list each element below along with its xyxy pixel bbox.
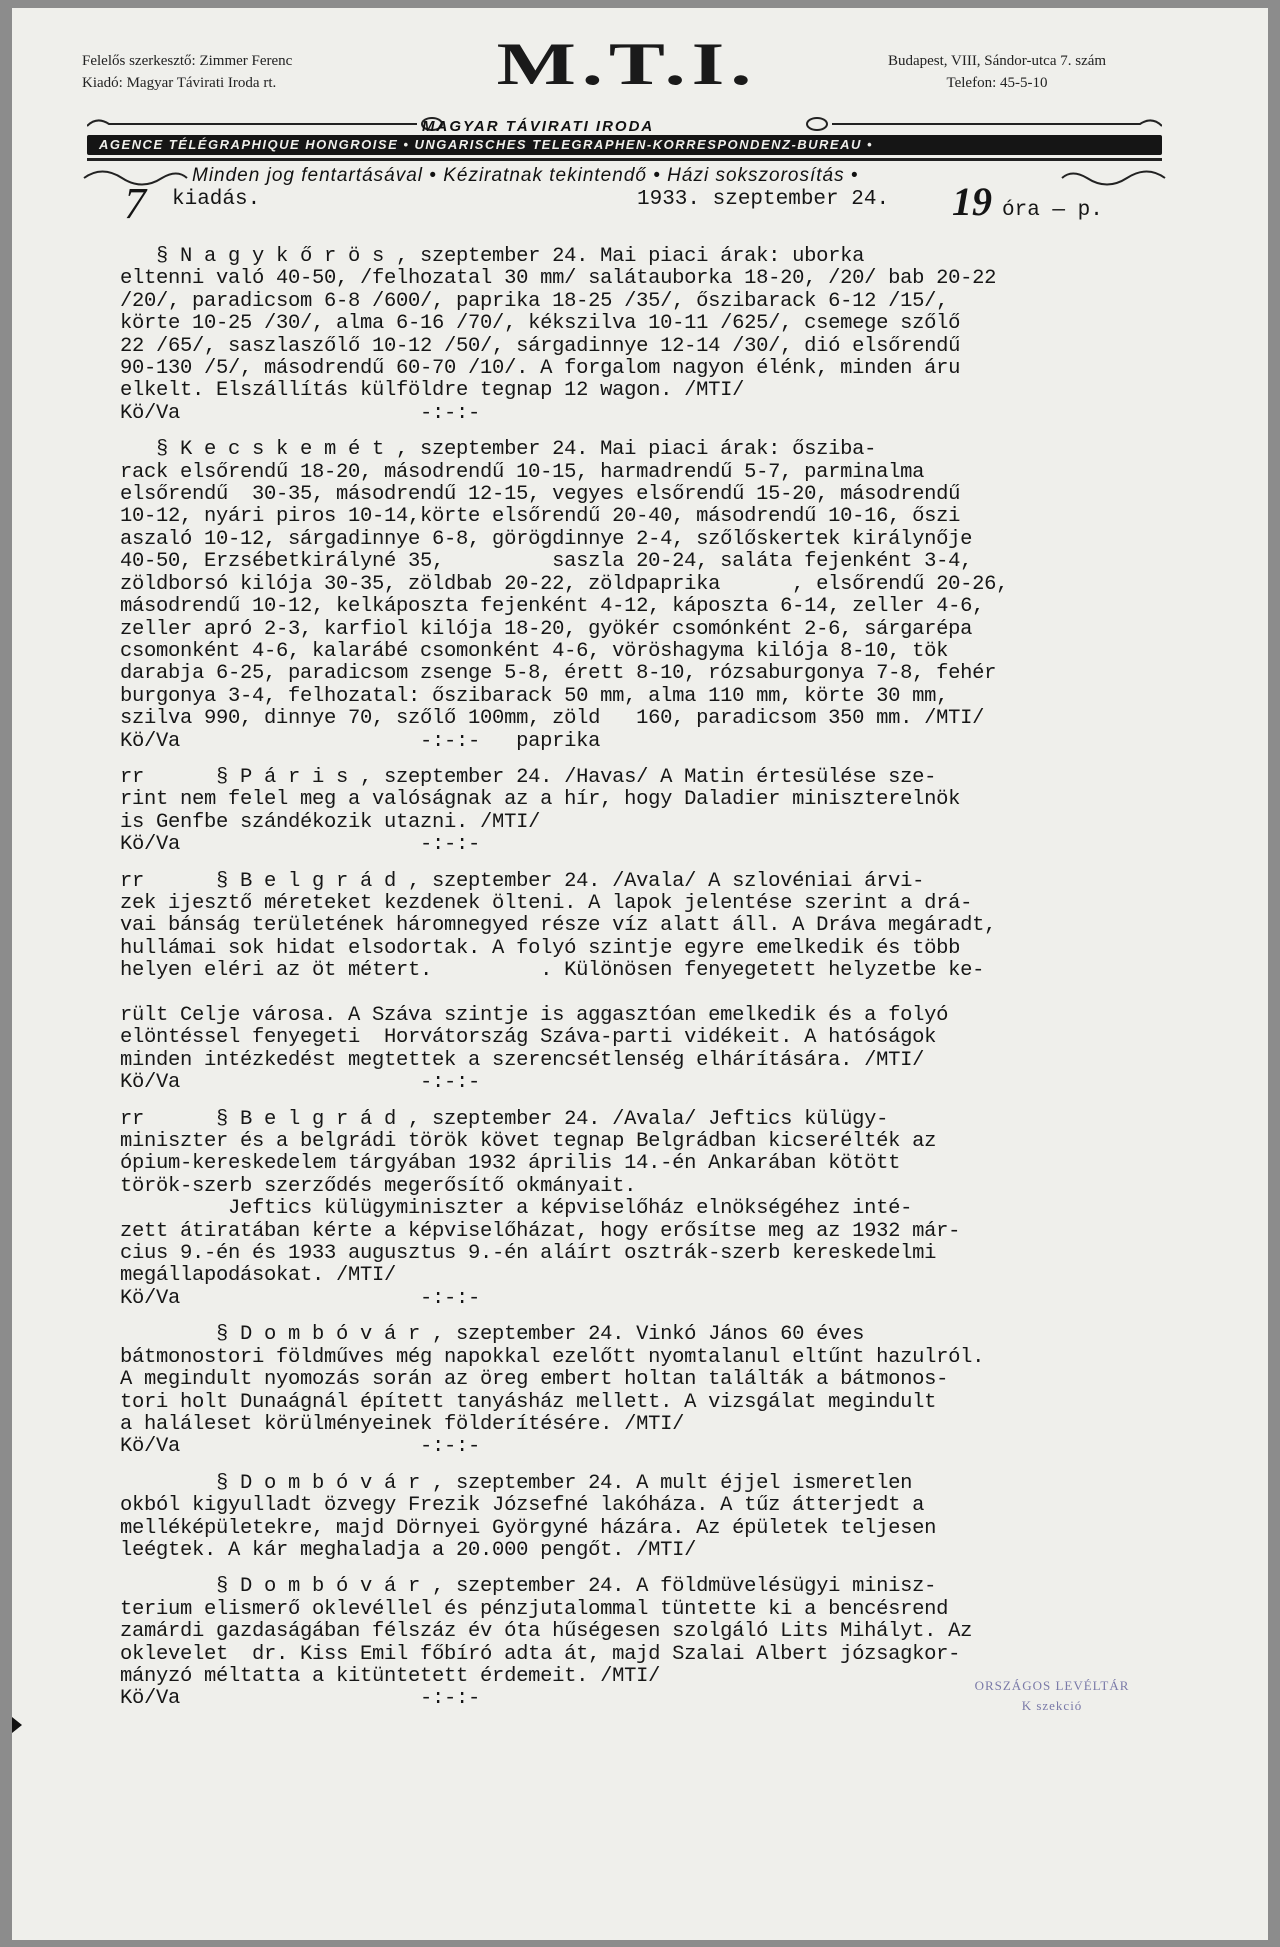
news-line: zek ijesztő méreteket kezdenek ölteni. A lapok jelentése szerint a drá- xyxy=(120,891,973,915)
mti-logo: M.T.I. xyxy=(496,30,758,98)
masthead-left xyxy=(82,50,292,94)
news-line: darabja 6-25, paradicsom zsenge 5-8, érett 8-10, rózsaburgonya 7-8, fehér xyxy=(120,662,997,686)
news-line: minden intézkedést megtettek a szerencsétlenség elhárítására. /MTI/ xyxy=(120,1048,925,1072)
news-line: rint nem felel meg a valóságnak az a hír, hogy Daladier miniszterelnök xyxy=(120,788,961,812)
news-line: 40-50, Erzsébetkirályné 35, saszla 20-24, saláta fejenként 3-4, xyxy=(120,550,973,574)
news-line: Kö/Va -:-:- xyxy=(120,1687,481,1711)
edition-hour-suffix: óra — p. xyxy=(1002,199,1103,222)
stamp-line-2: K szekció xyxy=(1021,1698,1083,1713)
news-line: török-szerb szerződés megerősítő okmányait. xyxy=(120,1174,637,1198)
news-line: helyen eléri az öt métert. . Különösen fenyegetett helyzetbe ke- xyxy=(120,959,985,983)
news-line: rr § B e l g r á d , szeptember 24. /Avala/ A szlovéniai árvi- xyxy=(120,869,925,893)
news-item xyxy=(120,439,1180,753)
news-line: körte 10-25 /30/, alma 6-16 /70/, kékszilva 10-11 /625/, csemege szőlő xyxy=(120,312,961,336)
news-line: miniszter és a belgrádi török követ tegnap Belgrádban kicserélték az xyxy=(120,1130,937,1154)
news-line: burgonya 3-4, felhozatal: őszibarack 50 mm, alma 110 mm, körte 30 mm, xyxy=(120,684,949,708)
news-line: a haláleset körülményeinek földerítésére. /MTI/ xyxy=(120,1412,685,1436)
news-line: vai bánság területének háromnegyed része víz alatt áll. A Dráva megáradt, xyxy=(120,914,997,938)
news-line: Kö/Va -:-:- xyxy=(120,1435,481,1459)
header-rule xyxy=(87,158,1162,161)
news-line: melléképületekre, majd Dörnyei Györgyné házára. Az épületek teljesen xyxy=(120,1516,937,1540)
news-item xyxy=(120,1109,1180,1311)
news-line: § D o m b ó v á r , szeptember 24. A földmüvelésügyi minisz- xyxy=(120,1575,937,1599)
edition-hour-number: 19 xyxy=(952,179,992,224)
news-line: zamárdi gazdaságában félszáz év óta hűségesen szolgáló Lits Mihályt. Az xyxy=(120,1620,973,1644)
edition-number: 7 xyxy=(124,179,146,228)
news-line: aszaló 10-12, sárgadinnye 6-8, görögdinnye 2-4, szőlőskertek királynője xyxy=(120,527,973,551)
news-line xyxy=(120,983,1180,1005)
news-line: bátmonostori földműves még napokkal ezelőtt nyomtalanul eltűnt hazulról. xyxy=(120,1345,985,1369)
news-line: § D o m b ó v á r , szeptember 24. Vinkó János 60 éves xyxy=(120,1323,865,1347)
news-line: Kö/Va -:-:- xyxy=(120,833,481,857)
news-line: Jeftics külügyminiszter a képviselőház elnökségéhez inté- xyxy=(120,1197,913,1221)
news-line: 90-130 /5/, másodrendű 60-70 /10/. A forgalom nagyon élénk, minden áru xyxy=(120,357,961,381)
news-line: is Genfbe szándékozik utazni. /MTI/ xyxy=(120,810,541,834)
margin-arrow-icon xyxy=(12,1717,22,1733)
news-line: Kö/Va -:-:- xyxy=(120,1071,481,1095)
news-line: cius 9.-én és 1933 augusztus 9.-én aláírt osztrák-szerb kereskedelmi xyxy=(120,1242,937,1266)
news-item xyxy=(120,1324,1180,1458)
news-line: Kö/Va -:-:- xyxy=(120,1286,481,1310)
news-line: 10-12, nyári piros 10-14,körte elsőrendű 20-40, másodrendű 10-16, őszi xyxy=(120,505,961,529)
publisher-line: Kiadó: Magyar Távirati Iroda rt. xyxy=(82,75,277,91)
edition-label: kiadás. xyxy=(172,188,261,211)
address-line: Budapest, VIII, Sándor-utca 7. szám xyxy=(887,53,1107,69)
news-line: elsőrendű 30-35, másodrendű 12-15, vegyes elsőrendű 15-20, másodrendű xyxy=(120,483,961,507)
news-line: zett átiratában kérte a képviselőházat, hogy erősítse meg az 1932 már- xyxy=(120,1219,961,1243)
news-line: okból kigyulladt özvegy Frezik Józsefné lakóháza. A tűz átterjedt a xyxy=(120,1494,925,1518)
news-line: csomonként 4-6, kalarábé csomonként 4-6, vöröshagyma kilója 8-10, tök xyxy=(120,639,949,663)
news-body xyxy=(120,246,1180,1725)
rights-text: Minden jog fentartásával • Kéziratnak tekintendő • Házi sokszorosítás • xyxy=(192,165,859,186)
news-line: Kö/Va -:-:- xyxy=(120,401,481,425)
news-item xyxy=(120,246,1180,425)
news-line: másodrendű 10-12, kelkáposzta fejenként 4-12, káposzta 6-14, zeller 4-6, xyxy=(120,595,985,619)
news-line: oklevelet dr. Kiss Emil főbíró adta át, majd Szalai Albert józsagkor- xyxy=(120,1642,961,1666)
news-item xyxy=(120,1473,1180,1563)
news-line: 22 /65/, saszlaszőlő 10-12 /50/, sárgadinnye 12-14 /30/, dió elsőrendű xyxy=(120,334,961,358)
news-line: eltenni való 40-50, /felhozatal 30 mm/ salátauborka 18-20, /20/ bab 20-22 xyxy=(120,267,997,291)
phone-line: Telefon: 45-5-10 xyxy=(946,75,1048,91)
news-line: § N a g y k ő r ö s , szeptember 24. Mai piaci árak: uborka xyxy=(120,245,865,268)
news-line: A megindult nyomozás során az öreg embert holtan találták a bátmonos- xyxy=(120,1368,949,1392)
news-line: /20/, paradicsom 6-8 /600/, paprika 18-25 /35/, őszibarack 6-12 /15/, xyxy=(120,289,949,313)
news-line: rr § B e l g r á d , szeptember 24. /Avala/ Jeftics külügy- xyxy=(120,1107,889,1131)
news-line: elkelt. Elszállítás külföldre tegnap 12 wagon. /MTI/ xyxy=(120,379,745,403)
news-line: rr § P á r i s , szeptember 24. /Havas/ A Matin értesülése sze- xyxy=(120,765,937,789)
news-item xyxy=(120,871,1180,1095)
news-line: ópium-kereskedelem tárgyában 1932 április 14.-én Ankarában kötött xyxy=(120,1152,901,1176)
news-line: mányzó méltatta a kitüntetett érdemeit. /MTI/ xyxy=(120,1664,661,1688)
edition-hour xyxy=(952,178,1103,225)
editor-line: Felelős szerkesztő: Zimmer Ferenc xyxy=(82,53,293,69)
news-line: § D o m b ó v á r , szeptember 24. A mult éjjel ismeretlen xyxy=(120,1471,913,1495)
agency-text: AGENCE TÉLÉGRAPHIQUE HONGROISE • UNGARISCHES TELEGRAPHEN-KORRESPONDENZ-BUREAU • xyxy=(99,137,874,152)
agency-band-title: MAGYAR TÁVIRATI IRODA xyxy=(422,118,655,135)
archive-stamp xyxy=(942,1678,1162,1714)
news-line: leégtek. A kár meghaladja a 20.000 pengőt. /MTI/ xyxy=(120,1538,697,1562)
news-line: hullámai sok hidat elsodortak. A folyó szintje egyre emelkedik és több xyxy=(120,936,961,960)
news-item xyxy=(120,767,1180,857)
news-line: zöldborsó kilója 30-35, zöldbab 20-22, zöldpaprika , elsőrendű 20-26, xyxy=(120,572,1009,596)
news-line: Kö/Va -:-:- paprika xyxy=(120,729,601,753)
news-line: megállapodásokat. /MTI/ xyxy=(120,1264,397,1288)
news-line: szilva 990, dinnye 70, szőlő 100mm, zöld 160, paradicsom 350 mm. /MTI/ xyxy=(120,707,985,731)
news-line: zeller apró 2-3, karfiol kilója 18-20, gyökér csomónként 2-6, sárgarépa xyxy=(120,617,973,641)
news-line: terium elismerő oklevéllel és pénzjutalommal tüntette ki a bencésrend xyxy=(120,1597,949,1621)
masthead-right xyxy=(832,50,1162,94)
news-line: rack elsőrendű 18-20, másodrendű 10-15, harmadrendű 5-7, parminalma xyxy=(120,460,925,484)
news-line: tori holt Dunaágnál épített tanyásház mellett. A vizsgálat megindult xyxy=(120,1390,937,1414)
news-line: elöntéssel fenyegeti Horvátország Száva-parti vidékeit. A hatóságok xyxy=(120,1026,937,1050)
news-line: rült Celje városa. A Száva szintje is aggasztóan emelkedik és a folyó xyxy=(120,1004,949,1027)
edition-date: 1933. szeptember 24. xyxy=(637,188,890,211)
document-page xyxy=(12,8,1268,1940)
stamp-line-1: ORSZÁGOS LEVÉLTÁR xyxy=(974,1678,1130,1693)
agency-banner xyxy=(87,135,1162,155)
news-line: § K e c s k e m é t , szeptember 24. Mai piaci árak: ősziba- xyxy=(120,438,877,462)
